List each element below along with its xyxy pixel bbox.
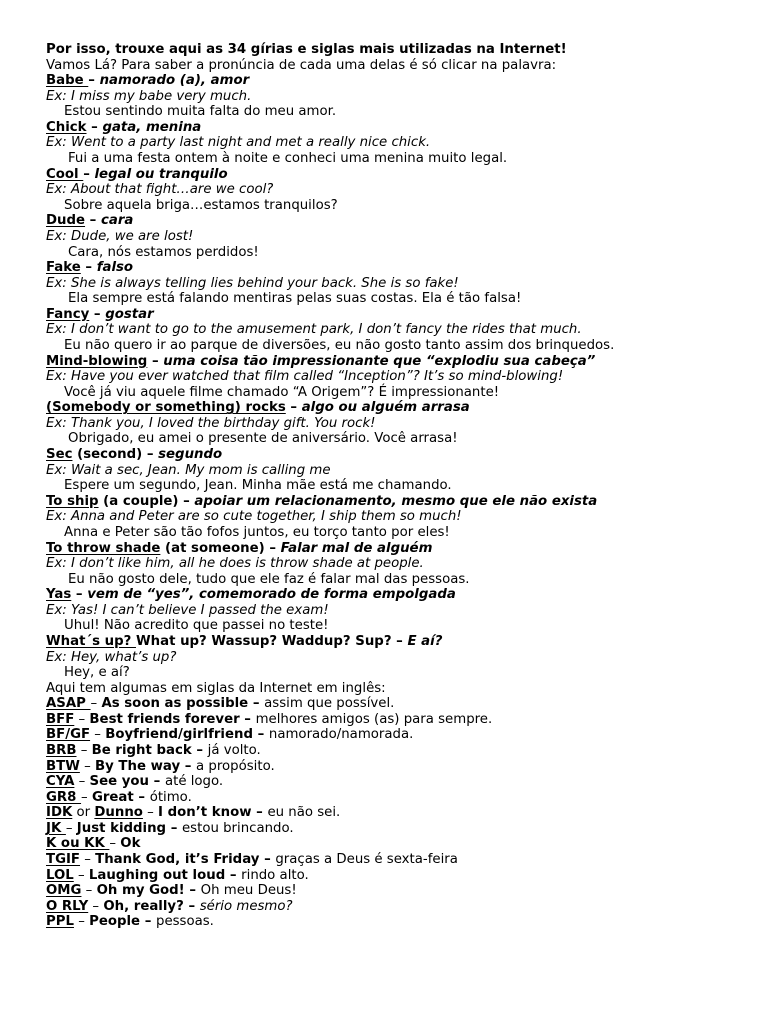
slang-meaning: legal ou tranquilo — [94, 166, 228, 182]
intro-subtitle: Vamos Lá? Para saber a pronúncia de cada uma delas é só clicar na palavra: — [46, 57, 557, 73]
slang-term-extra: What up? Wassup? Waddup? Sup? — [135, 633, 392, 649]
acronym-meaning: estou brincando. — [182, 820, 294, 836]
acronym-link[interactable]: OMG — [46, 883, 82, 899]
separator: – — [73, 914, 90, 930]
acronym-link[interactable]: BFF — [46, 711, 75, 727]
slang-meaning: gata, menina — [102, 119, 202, 135]
slang-term-link[interactable]: Cool — [46, 166, 84, 182]
slang-example — [46, 89, 746, 105]
slang-term-link[interactable]: To ship — [46, 493, 99, 509]
example-text: I miss my babe very much. — [70, 88, 252, 104]
example-prefix: Ex: — [46, 369, 71, 385]
separator: – — [248, 696, 265, 712]
example-prefix: Ex: — [46, 135, 71, 151]
example-text: About that fight…are we cool? — [70, 182, 274, 198]
separator: – — [239, 711, 256, 727]
acronym-expansion: Best friends forever — [89, 711, 240, 727]
acronym-expansion: Just kidding — [76, 820, 167, 836]
acronym-meaning: pessoas. — [156, 914, 214, 930]
slang-entry-heading — [46, 447, 746, 463]
separator: – — [90, 696, 102, 712]
slang-translation: Estou sentindo muita falta do meu amor. — [64, 104, 337, 120]
separator: – — [73, 867, 89, 883]
example-text: She is always telling lies behind your back. She is so fake! — [70, 275, 459, 291]
acronym-expansion: I don’t know — [158, 805, 252, 821]
separator: – — [178, 493, 195, 509]
example-prefix: Ex: — [46, 182, 71, 198]
separator: – — [80, 852, 96, 868]
example-prefix: Ex: — [46, 88, 71, 104]
slang-entry-heading — [46, 73, 746, 89]
slang-translation: Ela sempre está falando mentiras pelas suas costas. Ela é tão falsa! — [68, 291, 522, 307]
example-text: I don’t like him, all he does is throw shade at people. — [70, 556, 424, 572]
acronym-expansion: Be right back — [91, 743, 192, 759]
slang-translation: Eu não gosto dele, tudo que ele faz é falar mal das pessoas. — [68, 571, 470, 587]
separator: – — [133, 789, 150, 805]
slang-meaning: falso — [96, 260, 134, 276]
example-text: Have you ever watched that film called “Inception”? It’s so mind-blowing! — [70, 369, 564, 385]
separator: – — [71, 587, 88, 603]
separator: – — [81, 883, 97, 899]
acronym-expansion: As soon as possible — [101, 696, 249, 712]
separator: – — [142, 805, 159, 821]
acronym-meaning: rindo alto. — [241, 867, 309, 883]
separator: – — [74, 774, 90, 790]
slang-example — [46, 416, 746, 432]
acronym-link[interactable]: ASAP — [46, 696, 91, 712]
acronyms-intro: Aqui tem algumas em siglas da Internet em inglês: — [46, 680, 386, 696]
slang-entry-heading — [46, 400, 746, 416]
acronym-entry — [46, 821, 746, 837]
separator: – — [147, 353, 164, 369]
acronym-entry — [46, 883, 746, 899]
slang-example — [46, 369, 746, 385]
slang-meaning: Falar mal de alguém — [280, 540, 433, 556]
slang-term-link[interactable]: Yas — [46, 587, 72, 603]
acronym-expansion: Laughing out loud — [88, 867, 226, 883]
acronym-entry — [46, 836, 746, 852]
separator: – — [88, 898, 104, 914]
acronym-entry — [46, 899, 746, 915]
acronym-entry — [46, 712, 746, 728]
slang-entry-heading — [46, 120, 746, 136]
separator: – — [149, 774, 165, 790]
slang-translation: Hey, e aí? — [64, 665, 130, 681]
acronym-link[interactable]: O RLY — [46, 898, 89, 914]
acronym-link[interactable]: TGIF — [46, 852, 81, 868]
slang-example — [46, 229, 746, 245]
separator: – — [90, 727, 106, 743]
separator: – — [166, 820, 182, 836]
separator: – — [85, 213, 101, 229]
acronym-meaning: namorado/namorada. — [268, 727, 414, 743]
slang-example — [46, 276, 746, 292]
slang-entry-heading — [46, 587, 746, 603]
example-text: Anna and Peter are so cute together, I ship them so much! — [70, 509, 462, 525]
acronym-expansion: Oh my God! — [96, 883, 185, 899]
separator: – — [86, 119, 103, 135]
separator: – — [391, 633, 408, 649]
slang-list — [46, 73, 746, 681]
slang-entry-heading — [46, 260, 746, 276]
acronym-entry — [46, 759, 746, 775]
acronym-list — [46, 696, 746, 930]
separator: – — [252, 727, 269, 743]
separator: – — [88, 73, 100, 89]
separator: – — [180, 758, 197, 774]
separator: – — [184, 883, 201, 899]
acronym-meaning: eu não sei. — [267, 805, 341, 821]
separator: – — [74, 711, 90, 727]
example-prefix: Ex: — [46, 322, 71, 338]
example-text: Wait a sec, Jean. My mom is calling me — [70, 462, 331, 478]
acronym-link[interactable]: BF/GF — [46, 727, 91, 743]
example-text: Went to a party last night and met a really nice chick. — [70, 135, 431, 151]
slang-meaning: vem de “yes”, comemorado de forma empolgada — [87, 587, 456, 603]
example-text: Hey, what’s up? — [70, 649, 177, 665]
slang-term-link[interactable]: Mind-blowing — [46, 353, 148, 369]
slang-entry-heading — [46, 494, 746, 510]
acronym-expansion: Ok — [120, 836, 141, 852]
acronym-meaning: Oh meu Deus! — [200, 883, 297, 899]
slang-meaning: apoiar um relacionamento, mesmo que ele não exista — [194, 493, 598, 509]
acronym-expansion: Thank God, it’s Friday — [95, 852, 260, 868]
slang-entry-heading — [46, 541, 746, 557]
example-prefix: Ex: — [46, 415, 71, 431]
separator: – — [81, 789, 92, 805]
slang-term-link[interactable]: (Somebody or something) rocks — [46, 400, 286, 416]
slang-term-link[interactable]: Fancy — [46, 306, 90, 322]
acronym-expansion: Great — [91, 789, 134, 805]
example-prefix: Ex: — [46, 275, 71, 291]
acronym-link[interactable]: GR8 — [46, 789, 82, 805]
separator: – — [285, 400, 302, 416]
slang-meaning: E aí? — [407, 633, 443, 649]
separator: – — [79, 758, 95, 774]
slang-translation: Fui a uma festa ontem à noite e conheci uma menina muito legal. — [68, 151, 508, 167]
slang-term-link[interactable]: Babe — [46, 73, 89, 89]
slang-meaning: gostar — [105, 306, 154, 322]
slang-translation: Cara, nós estamos perdidos! — [68, 244, 259, 260]
example-text: Yas! I can’t believe I passed the exam! — [70, 602, 329, 618]
separator: – — [259, 852, 276, 868]
slang-example — [46, 556, 746, 572]
slang-term-link[interactable]: Dude — [46, 213, 86, 229]
acronym-expansion: By The way — [94, 758, 181, 774]
example-prefix: Ex: — [46, 462, 71, 478]
acronym-expansion: See you — [89, 774, 150, 790]
acronym-link[interactable]: LOL — [46, 867, 74, 883]
acronym-link[interactable]: BTW — [46, 758, 80, 774]
slang-translation: Sobre aquela briga…estamos tranquilos? — [64, 197, 338, 213]
acronym-entry — [46, 790, 746, 806]
separator: – — [89, 306, 106, 322]
acronym-meaning: melhores amigos (as) para sempre. — [255, 711, 493, 727]
acronym-entry — [46, 914, 746, 930]
acronym-entry — [46, 774, 746, 790]
acronym-expansion: Oh, really? — [103, 898, 184, 914]
slang-term-link[interactable]: Fake — [46, 260, 81, 276]
slang-entry-heading — [46, 307, 746, 323]
separator: – — [80, 260, 97, 276]
acronym-link[interactable]: Dunno — [94, 805, 143, 821]
slang-example — [46, 135, 746, 151]
example-text: Dude, we are lost! — [70, 228, 194, 244]
separator: – — [65, 820, 77, 836]
slang-example — [46, 463, 746, 479]
example-prefix: Ex: — [46, 228, 71, 244]
slang-entry-heading — [46, 167, 746, 183]
slang-meaning: uma coisa tão impressionante que “explodiu sua cabeça” — [163, 353, 596, 369]
acronym-link[interactable]: K ou KK — [46, 836, 110, 852]
slang-term-link[interactable]: Chick — [46, 119, 87, 135]
example-prefix: Ex: — [46, 649, 71, 665]
acronym-link[interactable]: CYA — [46, 774, 75, 790]
acronym-meaning: sério mesmo? — [199, 898, 293, 914]
acronym-meaning: ótimo. — [149, 789, 192, 805]
separator: – — [183, 898, 200, 914]
separator: – — [264, 540, 281, 556]
acronym-meaning: já volto. — [207, 743, 261, 759]
example-text: Thank you, I loved the birthday gift. You rock! — [70, 415, 376, 431]
acronym-meaning: a propósito. — [196, 758, 275, 774]
separator: – — [83, 166, 95, 182]
acronym-link[interactable]: IDK — [46, 805, 73, 821]
slang-meaning: cara — [100, 213, 134, 229]
slang-translation: Você já viu aquele filme chamado “A Origem”? É impressionante! — [64, 384, 500, 400]
slang-example — [46, 182, 746, 198]
separator: – — [225, 867, 242, 883]
example-prefix: Ex: — [46, 602, 71, 618]
intro-title: Por isso, trouxe aqui as 34 gírias e siglas mais utilizadas na Internet! — [46, 42, 567, 57]
slang-example — [46, 650, 746, 666]
acronym-meaning: assim que possível. — [264, 696, 395, 712]
slang-translation: Obrigado, eu amei o presente de aniversário. Você arrasa! — [68, 431, 458, 447]
example-prefix: Ex: — [46, 509, 71, 525]
separator: – — [76, 743, 92, 759]
acronym-expansion: Boyfriend/girlfriend — [105, 727, 253, 743]
acronym-meaning: graças a Deus é sexta-feira — [275, 852, 458, 868]
slang-translation: Espere um segundo, Jean. Minha mãe está me chamando. — [64, 478, 452, 494]
slang-example — [46, 603, 746, 619]
acronym-link[interactable]: JK — [46, 820, 66, 836]
slang-translation: Anna e Peter são tão fofos juntos, eu torço tanto por eles! — [64, 524, 450, 540]
slang-entry-heading — [46, 354, 746, 370]
slang-term-extra: (second) — [72, 447, 143, 463]
acronym-entry — [46, 852, 746, 868]
separator: – — [191, 743, 208, 759]
acronym-entry — [46, 727, 746, 743]
document-page — [46, 42, 746, 930]
slang-entry-heading — [46, 213, 746, 229]
example-text: I don’t want to go to the amusement park, I don’t fancy the rides that much. — [70, 322, 582, 338]
acronym-entry — [46, 805, 746, 821]
separator: – — [140, 914, 156, 930]
acronym-link[interactable]: BRB — [46, 743, 77, 759]
separator: – — [142, 447, 159, 463]
acronym-meaning: até logo. — [164, 774, 224, 790]
example-prefix: Ex: — [46, 556, 71, 572]
slang-term-link[interactable]: What´s up? — [46, 633, 136, 649]
slang-example — [46, 509, 746, 525]
acronym-entry — [46, 696, 746, 712]
slang-entry-heading — [46, 634, 746, 650]
slang-example — [46, 322, 746, 338]
slang-translation: Uhul! Não acredito que passei no teste! — [64, 618, 329, 634]
slang-meaning: algo ou alguém arrasa — [301, 400, 470, 416]
separator: – — [251, 805, 268, 821]
slang-meaning: segundo — [158, 447, 223, 463]
slang-term-link[interactable]: Sec — [46, 447, 73, 463]
slang-translation: Eu não quero ir ao parque de diversões, eu não gosto tanto assim dos brinquedos. — [64, 337, 615, 353]
slang-meaning: namorado (a), amor — [99, 73, 250, 89]
separator: – — [109, 836, 121, 852]
acronym-expansion: People — [89, 914, 141, 930]
slang-term-link[interactable]: To throw shade — [46, 540, 161, 556]
acronym-entry — [46, 743, 746, 759]
slang-term-extra: (a couple) — [98, 493, 179, 509]
acronym-or: or — [72, 805, 95, 821]
acronym-link[interactable]: PPL — [46, 914, 74, 930]
slang-term-extra: (at someone) — [160, 540, 265, 556]
acronym-entry — [46, 868, 746, 884]
